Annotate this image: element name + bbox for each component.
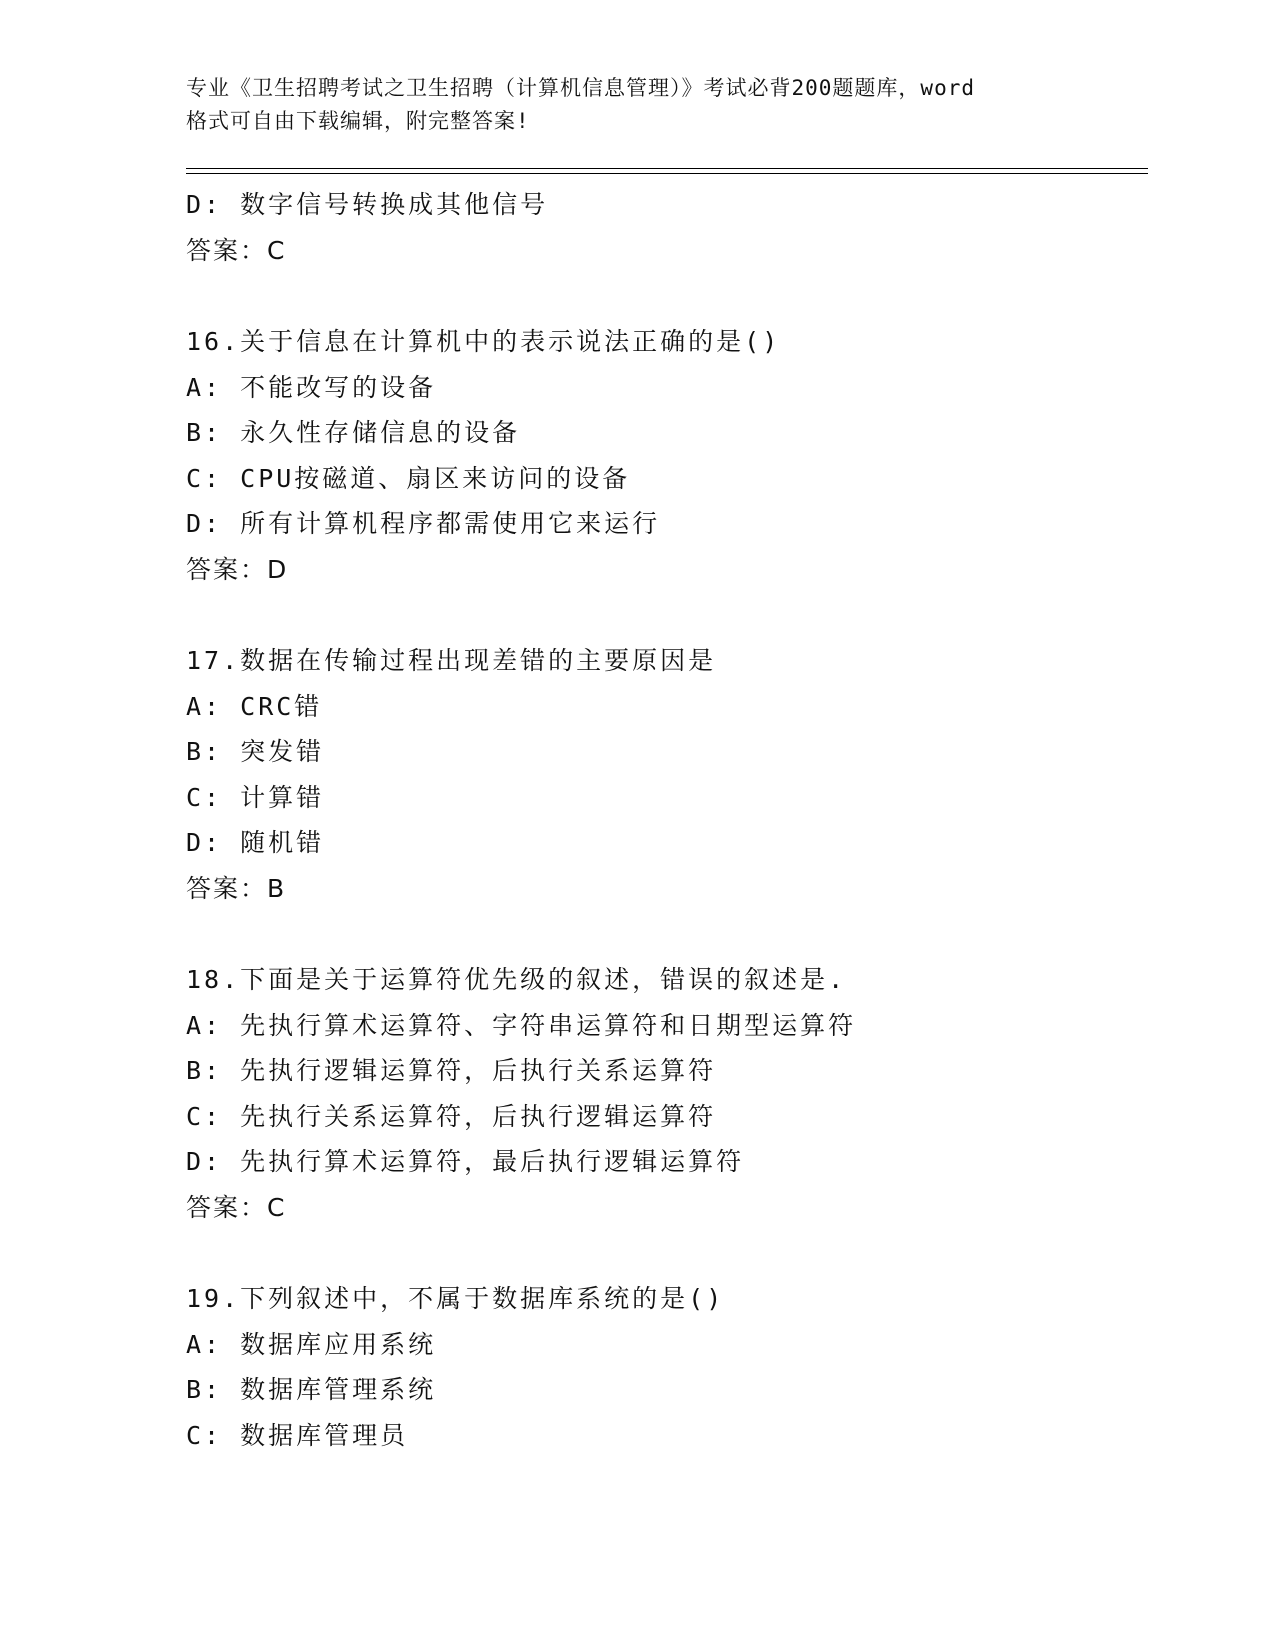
option-a: A: 不能改写的设备 [186, 372, 437, 402]
carry-over-option-d: D: 数字信号转换成其他信号 [186, 190, 549, 219]
option-b: B: 永久性存储信息的设备 [186, 418, 521, 447]
answer: 答案：C [186, 1192, 287, 1222]
answer: 答案：B [186, 873, 287, 903]
question-content [186, 182, 1146, 1458]
carry-over-answer: 答案：C [186, 235, 287, 265]
question-stem: 18.下面是关于运算符优先级的叙述，错误的叙述是. [186, 965, 847, 994]
option-c: C: CPU按磁道、扇区来访问的设备 [186, 463, 631, 493]
option-d: D: 先执行算术运算符，最后执行逻辑运算符 [186, 1147, 745, 1176]
option-b: B: 突发错 [186, 737, 325, 766]
answer: 答案：D [186, 554, 289, 584]
header-divider [186, 168, 1148, 174]
header-line-2: 格式可自由下载编辑，附完整答案! [186, 109, 530, 133]
option-b: B: 先执行逻辑运算符，后执行关系运算符 [186, 1056, 717, 1085]
question-19 [186, 1276, 1146, 1458]
question-stem: 16.关于信息在计算机中的表示说法正确的是() [186, 327, 781, 356]
header-line-1: 专业《卫生招聘考试之卫生招聘（计算机信息管理）》考试必背200题题库，word [186, 76, 975, 100]
question-stem: 17.数据在传输过程出现差错的主要原因是 [186, 646, 717, 675]
option-d: D: 随机错 [186, 828, 325, 857]
option-a: A: 先执行算术运算符、字符串运算符和日期型运算符 [186, 1010, 857, 1040]
question-stem: 19.下列叙述中，不属于数据库系统的是() [186, 1284, 725, 1313]
option-a: A: CRC错 [186, 691, 323, 721]
question-18 [186, 957, 1146, 1230]
document-header [186, 72, 1146, 138]
option-a: A: 数据库应用系统 [186, 1329, 437, 1359]
option-c: C: 计算错 [186, 782, 325, 812]
question-16 [186, 319, 1146, 592]
option-b: B: 数据库管理系统 [186, 1375, 437, 1404]
option-c: C: 数据库管理员 [186, 1420, 409, 1450]
question-17 [186, 638, 1146, 911]
option-d: D: 所有计算机程序都需使用它来运行 [186, 509, 661, 538]
option-c: C: 先执行关系运算符，后执行逻辑运算符 [186, 1101, 717, 1131]
document-page [186, 72, 1146, 1458]
